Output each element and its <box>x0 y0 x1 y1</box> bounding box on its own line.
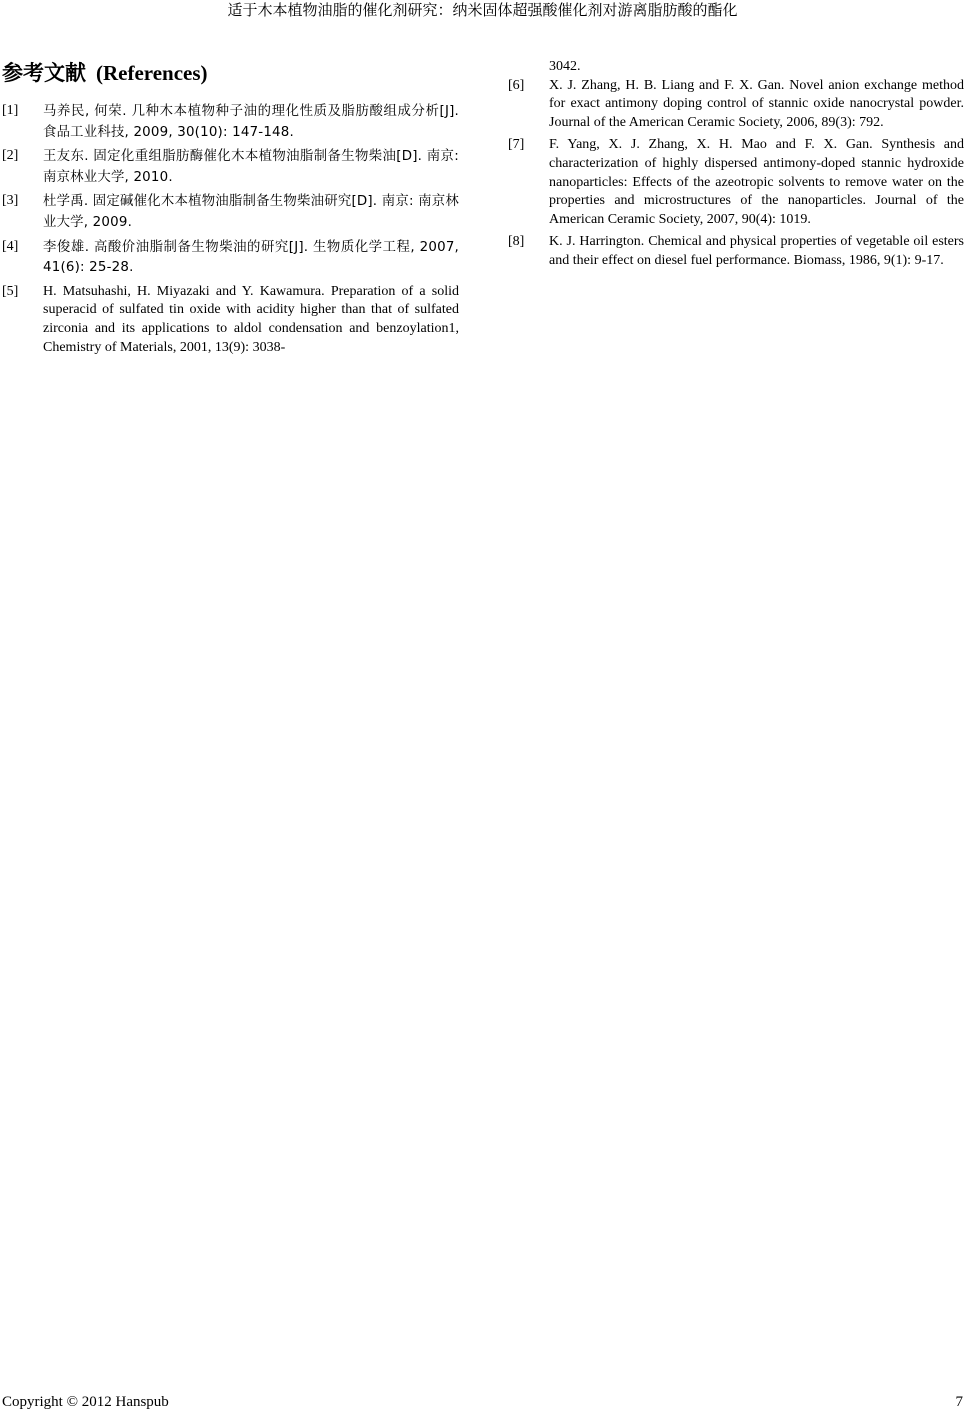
reference-text: 李俊雄. 高酸价油脂制备生物柴油的研究[J]. 生物质化学工程, 2007, 41(6): 25-28. <box>43 239 459 276</box>
reference-item <box>2 238 459 279</box>
reference-number: [6] <box>508 77 525 93</box>
reference-number: [2] <box>2 148 19 164</box>
reference-number: [1] <box>2 103 19 118</box>
references-heading-en: (References) <box>96 61 208 85</box>
reference-item <box>2 192 459 233</box>
reference-text: 杜学禹. 固定碱催化木本植物油脂制备生物柴油研究[D]. 南京: 南京林业大学, 2009. <box>43 194 459 230</box>
reference-number: [4] <box>2 238 19 254</box>
page-number: 7 <box>955 1394 963 1410</box>
reference-item <box>508 77 964 133</box>
references-left-column <box>2 102 459 361</box>
references-heading <box>2 60 208 86</box>
reference-number: [7] <box>508 137 525 153</box>
reference-number: [3] <box>2 193 19 209</box>
reference-text: K. J. Harrington. Chemical and physical properties of vegetable oil esters and their effect on diesel fuel performance. Biomass, 1986, 9(1): 9-17. <box>549 234 964 268</box>
running-header: 适于木本植物油脂的催化剂研究：纳米固体超强酸催化剂对游离脂肪酸的酯化 <box>227 1 738 19</box>
reference-continuation: 3042. <box>549 59 581 74</box>
reference-text: F. Yang, X. J. Zhang, X. H. Mao and F. X. Gan. Synthesis and characterization of highly dispersed antimony-doped stannic hydroxide nanoparticles: Effects of the azeotropic solvents to remove water on the properties and microstructures of the nanoparticles. Journal of the American Ceramic Society, 2007, 90(4): 1019. <box>549 137 964 227</box>
footer-copyright: Copyright © 2012 Hanspub <box>2 1394 169 1410</box>
reference-item <box>2 283 459 357</box>
reference-item <box>508 233 964 270</box>
reference-item <box>2 147 459 188</box>
reference-item <box>2 102 459 143</box>
references-heading-zh: 参考文献 <box>2 61 86 85</box>
references-right-column <box>508 58 964 275</box>
reference-text: 王友东. 固定化重组脂肪酶催化木本植物油脂制备生物柴油[D]. 南京: 南京林业大学, 2010. <box>43 149 459 185</box>
reference-number: [8] <box>508 234 525 250</box>
reference-text: X. J. Zhang, H. B. Liang and F. X. Gan. Novel anion exchange method for exact antimony doping control of stannic oxide nanocrystal powder. Journal of the American Ceramic Society, 2006, 89(3): 792. <box>549 77 964 130</box>
reference-text: 马养民, 何荣. 几种木本植物种子油的理化性质及脂肪酸组成分析[J]. 食品工业科技, 2009, 30(10): 147-148. <box>43 104 459 140</box>
reference-item <box>508 136 964 229</box>
reference-number: [5] <box>2 283 19 299</box>
reference-text: H. Matsuhashi, H. Miyazaki and Y. Kawamura. Preparation of a solid superacid of sulfated tin oxide with acidity higher than that of sulfated zirconia and its applications to aldol condensation and benzoylation1, Chemistry of Materials, 2001, 13(9): 3038- <box>43 283 459 355</box>
